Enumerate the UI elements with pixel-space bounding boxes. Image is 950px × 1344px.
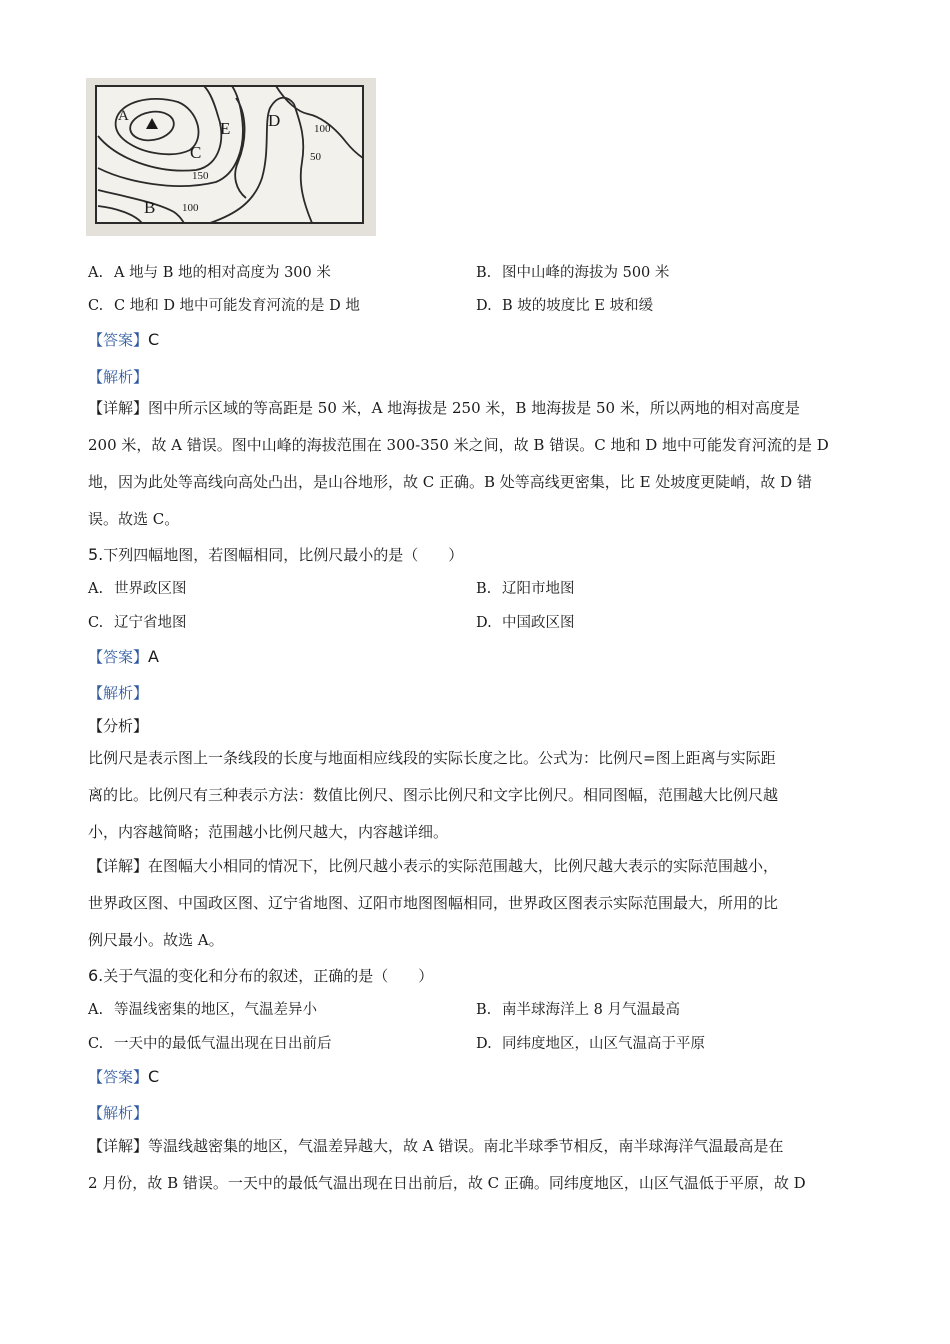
contour-value-100-right: 100 bbox=[314, 123, 331, 135]
q5-options-row-2 bbox=[88, 612, 868, 634]
q5-detail-line-3: 例尺最小。故选 A。 bbox=[88, 931, 224, 949]
answer-value: C bbox=[148, 1067, 160, 1086]
q5-fenxi-line-3: 小，内容越简略；范围越小比例尺越大，内容越详细。 bbox=[88, 823, 449, 841]
q4-options-row-2 bbox=[88, 295, 868, 317]
answer-tag: 【答案】 bbox=[88, 648, 149, 666]
q6-answer bbox=[88, 1067, 864, 1087]
q5-option-b[interactable]: B. 辽阳市地图 bbox=[476, 581, 575, 597]
q5-option-c[interactable]: C. 辽宁省地图 bbox=[88, 615, 187, 631]
contour-value-150: 150 bbox=[192, 170, 209, 182]
q4-option-d[interactable]: D. B 坡的坡度比 E 坡和缓 bbox=[476, 298, 654, 314]
q4-option-c[interactable]: C. C 地和 D 地中可能发育河流的是 D 地 bbox=[88, 298, 360, 314]
q6-option-d[interactable]: D. 同纬度地区，山区气温高于平原 bbox=[476, 1036, 705, 1052]
map-label-e: E bbox=[220, 119, 231, 138]
q4-detail-line-3: 地，因为此处等高线向高处凸出，是山谷地形，故 C 正确。B 处等高线更密集，比 E 处坡度更陡峭，故 D 错 bbox=[88, 473, 812, 491]
q5-title: 5.下列四幅地图，若图幅相同，比例尺最小的是（ ） bbox=[88, 545, 464, 564]
q4-answer bbox=[88, 330, 864, 350]
q4-detail-line-2: 200 米，故 A 错误。图中山峰的海拔范围在 300-350 米之间，故 B 错误。C 地和 D 地中可能发育河流的是 D bbox=[88, 436, 829, 454]
q6-option-b[interactable]: B. 南半球海洋上 8 月气温最高 bbox=[476, 1002, 680, 1018]
q6-detail-paragraph bbox=[88, 1128, 864, 1202]
q5-fenxi-tag: 【分析】 bbox=[88, 717, 149, 735]
q5-analysis-tag: 【解析】 bbox=[88, 684, 149, 702]
detail-tag: 【详解】 bbox=[88, 399, 149, 417]
q5-answer bbox=[88, 647, 864, 667]
answer-value: C bbox=[148, 330, 160, 349]
q4-detail-line-1: 【详解】图中所示区域的等高距是 50 米，A 地海拔是 250 米，B 地海拔是 50 米，所以两地的相对高度是 bbox=[88, 399, 800, 417]
q4-analysis-tag: 【解析】 bbox=[88, 368, 149, 386]
q6-options-row-2 bbox=[88, 1033, 868, 1055]
q4-option-a[interactable]: A. A 地与 B 地的相对高度为 300 米 bbox=[88, 265, 331, 281]
q4-detail-paragraph bbox=[88, 390, 864, 538]
q6-option-a[interactable]: A. 等温线密集的地区，气温差异小 bbox=[88, 1002, 317, 1018]
q5-fenxi-line-1: 比例尺是表示图上一条线段的长度与地面相应线段的实际长度之比。公式为：比例尺=图上距离与实际距 bbox=[88, 749, 776, 767]
q4-detail-line-4: 误。故选 C。 bbox=[88, 510, 180, 528]
contour-map-svg bbox=[86, 78, 376, 236]
q6-options-row-1 bbox=[88, 999, 868, 1021]
q4-option-b[interactable]: B. 图中山峰的海拔为 500 米 bbox=[476, 265, 670, 281]
question-number: 5. bbox=[88, 545, 104, 564]
map-label-c: C bbox=[190, 143, 202, 162]
q5-detail-paragraph bbox=[88, 848, 864, 959]
map-label-b: B bbox=[144, 198, 156, 217]
map-label-a: A bbox=[118, 108, 129, 124]
q4-options-row-1 bbox=[88, 262, 868, 284]
detail-tag: 【详解】 bbox=[88, 1137, 149, 1155]
q6-option-c[interactable]: C. 一天中的最低气温出现在日出前后 bbox=[88, 1036, 332, 1052]
q6-analysis-tag: 【解析】 bbox=[88, 1104, 149, 1122]
answer-value: A bbox=[148, 647, 159, 666]
contour-map-figure bbox=[86, 78, 376, 236]
map-label-d: D bbox=[268, 111, 281, 130]
q5-option-a[interactable]: A. 世界政区图 bbox=[88, 581, 187, 597]
q6-detail-line-2: 2 月份，故 B 错误。一天中的最低气温出现在日出前后，故 C 正确。同纬度地区，山区气温低于平原，故 D bbox=[88, 1174, 806, 1192]
q5-options-row-1 bbox=[88, 578, 868, 600]
answer-tag: 【答案】 bbox=[88, 1068, 149, 1086]
contour-value-100-left: 100 bbox=[182, 202, 199, 214]
q5-fenxi-line-2: 离的比。比例尺有三种表示方法：数值比例尺、图示比例尺和文字比例尺。相同图幅，范围越大比例尺越 bbox=[88, 786, 779, 804]
q5-option-d[interactable]: D. 中国政区图 bbox=[476, 615, 575, 631]
answer-tag: 【答案】 bbox=[88, 331, 149, 349]
detail-tag: 【详解】 bbox=[88, 857, 149, 875]
q6-detail-line-1: 【详解】等温线越密集的地区，气温差异越大，故 A 错误。南北半球季节相反，南半球海洋气温最高是在 bbox=[88, 1137, 784, 1155]
q6-title: 6.关于气温的变化和分布的叙述，正确的是（ ） bbox=[88, 966, 434, 985]
q5-detail-line-1: 【详解】在图幅大小相同的情况下，比例尺越小表示的实际范围越大，比例尺越大表示的实际范围越小， bbox=[88, 857, 779, 875]
q5-detail-line-2: 世界政区图、中国政区图、辽宁省地图、辽阳市地图图幅相同，世界政区图表示实际范围最大，所用的比 bbox=[88, 894, 779, 912]
question-number: 6. bbox=[88, 966, 104, 985]
contour-value-50: 50 bbox=[310, 151, 321, 163]
q5-fenxi-paragraph bbox=[88, 740, 864, 851]
